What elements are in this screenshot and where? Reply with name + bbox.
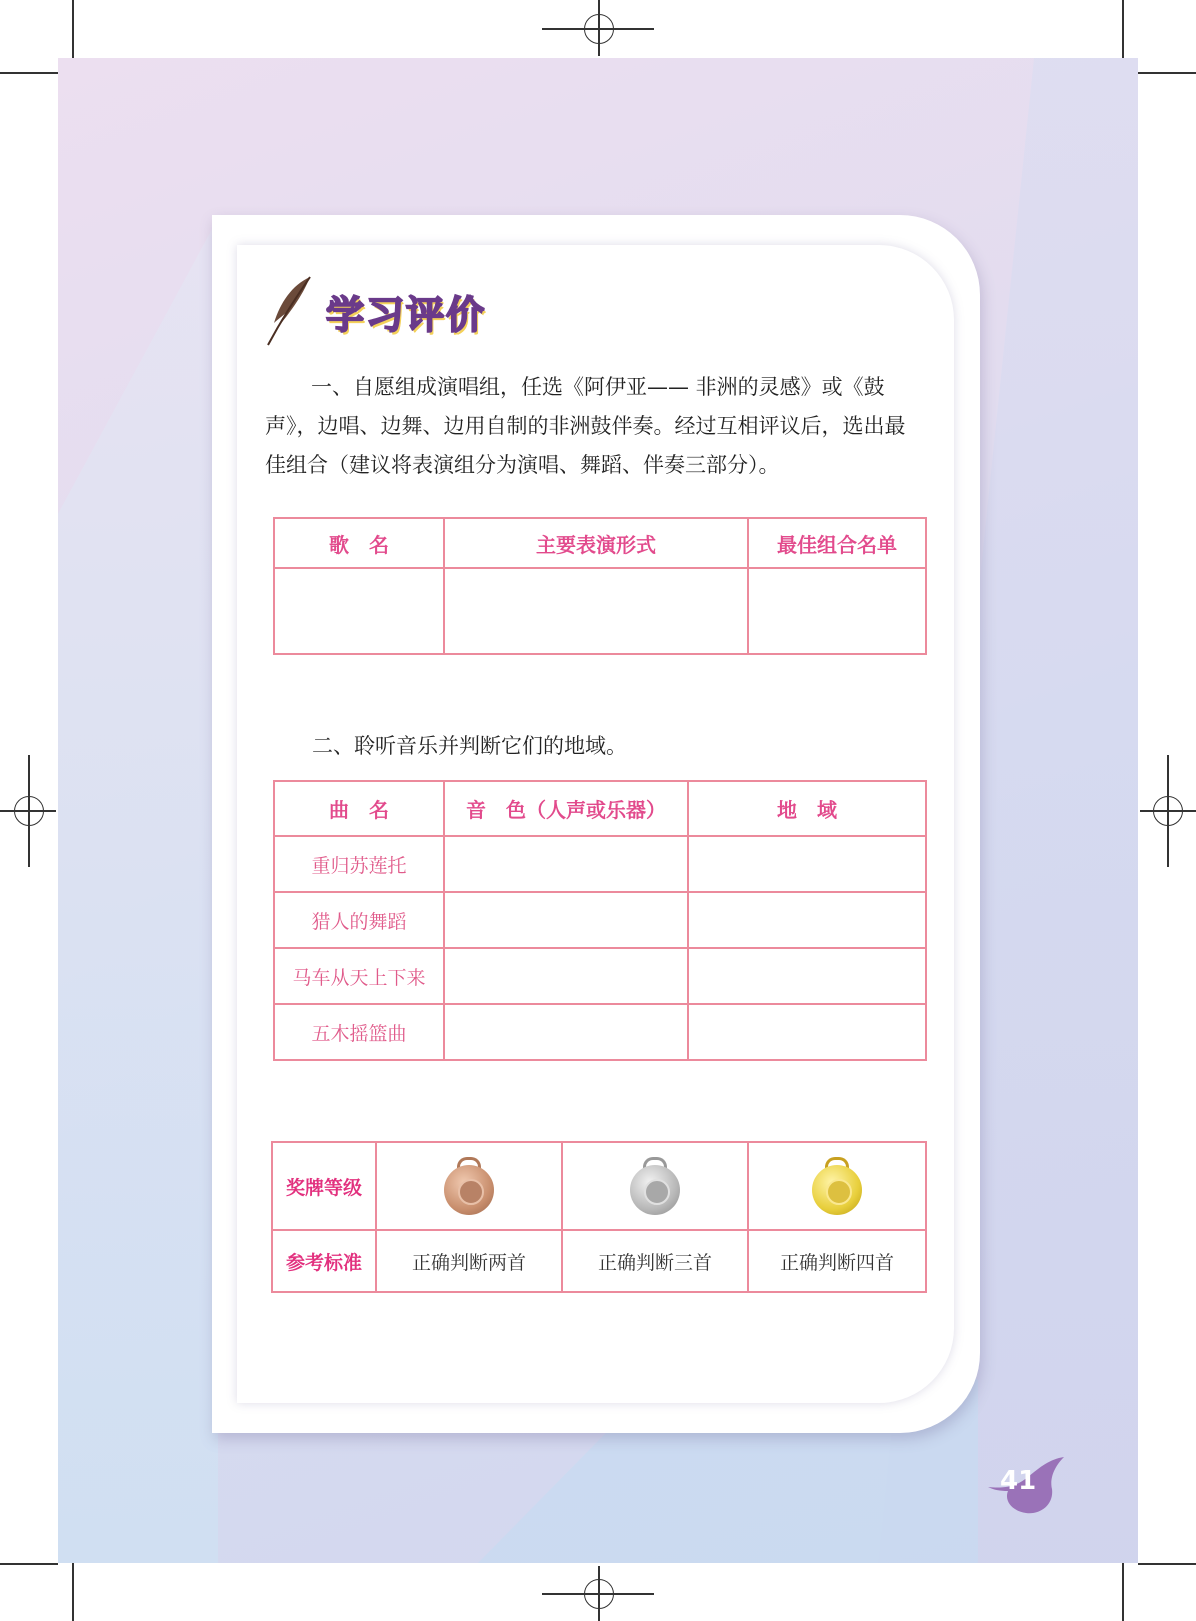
table-header: 主要表演形式 — [444, 518, 748, 568]
registration-mark — [14, 796, 44, 826]
section-title: 学习评价 — [326, 292, 487, 337]
listening-table — [273, 780, 927, 1061]
table-row — [274, 836, 926, 892]
crop-mark — [1122, 1563, 1124, 1621]
crop-mark — [1138, 72, 1196, 74]
medal-table — [271, 1141, 927, 1293]
table-cell[interactable] — [444, 948, 688, 1004]
crop-mark — [1138, 1563, 1196, 1565]
table-header: 音 色（人声或乐器） — [444, 781, 688, 836]
medal-level-label: 奖牌等级 — [272, 1142, 376, 1230]
table-cell[interactable] — [688, 836, 926, 892]
table-header: 曲 名 — [274, 781, 444, 836]
task1-text: 一、自愿组成演唱组，任选《阿伊亚—— 非洲的灵感》或《鼓声》，边唱、边舞、边用自制的非洲鼓伴奏。经过互相评议后，选出最佳组合（建议将表演组分为演唱、舞蹈、伴奏三部分）。 — [265, 375, 906, 477]
silver-medal-icon — [630, 1157, 680, 1215]
table-header: 歌 名 — [274, 518, 444, 568]
table-cell[interactable] — [688, 1004, 926, 1060]
bronze-medal-icon — [444, 1157, 494, 1215]
table-cell[interactable] — [444, 1004, 688, 1060]
song-name: 猎人的舞蹈 — [274, 892, 444, 948]
table-header: 最佳组合名单 — [748, 518, 926, 568]
gold-medal-icon — [812, 1157, 862, 1215]
table-row — [274, 948, 926, 1004]
task2-text: 二、聆听音乐并判断它们的地域。 — [312, 734, 627, 758]
table-row — [274, 1004, 926, 1060]
standard-value: 正确判断两首 — [376, 1230, 562, 1292]
table-cell[interactable] — [274, 568, 444, 654]
table-cell[interactable] — [444, 836, 688, 892]
table-cell[interactable] — [688, 948, 926, 1004]
registration-mark — [584, 14, 614, 44]
section-header — [262, 275, 486, 347]
song-name: 马车从天上下来 — [274, 948, 444, 1004]
table-cell[interactable] — [748, 568, 926, 654]
crop-mark — [72, 1563, 74, 1621]
page-number: 41 — [1000, 1466, 1037, 1496]
table-cell[interactable] — [688, 892, 926, 948]
quill-pen-icon — [262, 275, 314, 347]
standard-value: 正确判断三首 — [562, 1230, 748, 1292]
crop-mark — [72, 0, 74, 58]
table-row — [274, 892, 926, 948]
table-cell[interactable] — [444, 892, 688, 948]
song-name: 五木摇篮曲 — [274, 1004, 444, 1060]
performance-table — [273, 517, 927, 655]
crop-mark — [0, 1563, 58, 1565]
registration-mark — [584, 1579, 614, 1609]
song-name: 重归苏莲托 — [274, 836, 444, 892]
standard-label: 参考标准 — [272, 1230, 376, 1292]
table-cell[interactable] — [444, 568, 748, 654]
registration-mark — [1153, 796, 1183, 826]
table-header: 地 域 — [688, 781, 926, 836]
crop-mark — [0, 72, 58, 74]
crop-mark — [1122, 0, 1124, 58]
standard-value: 正确判断四首 — [748, 1230, 926, 1292]
